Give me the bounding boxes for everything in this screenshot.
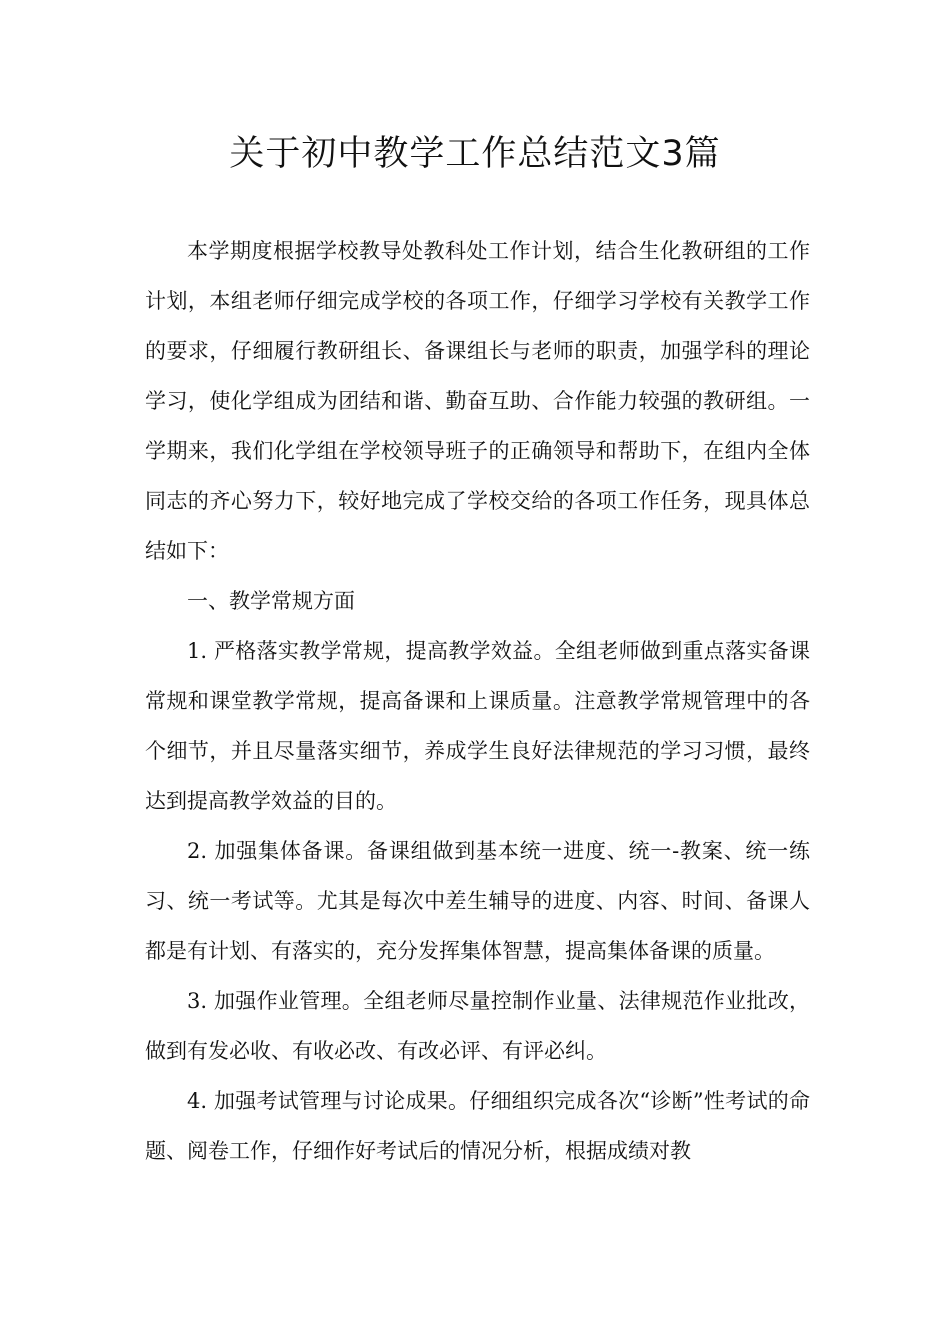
paragraph-item-3: 3. 加强作业管理。全组老师尽量控制作业量、法律规范作业批改，做到有发必收、有收必改、有改必评、有评必纠。 — [145, 989, 810, 1063]
document-body — [145, 226, 810, 1176]
paragraph-item-1: 1. 严格落实教学常规，提高教学效益。全组老师做到重点落实备课常规和课堂教学常规，提高备课和上课质量。注意教学常规管理中的各个细节，并且尽量落实细节，养成学生良好法律规范的学习习惯，最终达到提高教学效益的目的。 — [145, 639, 810, 813]
paragraph-intro: 本学期度根据学校教导处教科处工作计划，结合生化教研组的工作计划，本组老师仔细完成学校的各项工作，仔细学习学校有关教学工作的要求，仔细履行教研组长、备课组长与老师的职责，加强学科的理论学习，使化学组成为团结和谐、勤奋互助、合作能力较强的教研组。一学期来，我们化学组在学校领导班子的正确领导和帮助下，在组内全体同志的齐心努力下，较好地完成了学校交给的各项工作任务，现具体总结如下： — [145, 239, 810, 563]
paragraph-item-4: 4. 加强考试管理与讨论成果。仔细组织完成各次“诊断”性考试的命题、阅卷工作，仔细作好考试后的情况分析，根据成绩对教 — [145, 1089, 810, 1163]
document-title: 关于初中教学工作总结范文3篇 — [229, 134, 721, 174]
paragraph-item-2: 2. 加强集体备课。备课组做到基本统一进度、统一-教案、统一练习、统一考试等。尤其是每次中差生辅导的进度、内容、时间、备课人都是有计划、有落实的，充分发挥集体智慧，提高集体备课的质量。 — [145, 839, 810, 963]
section-heading: 一、教学常规方面 — [187, 589, 355, 613]
